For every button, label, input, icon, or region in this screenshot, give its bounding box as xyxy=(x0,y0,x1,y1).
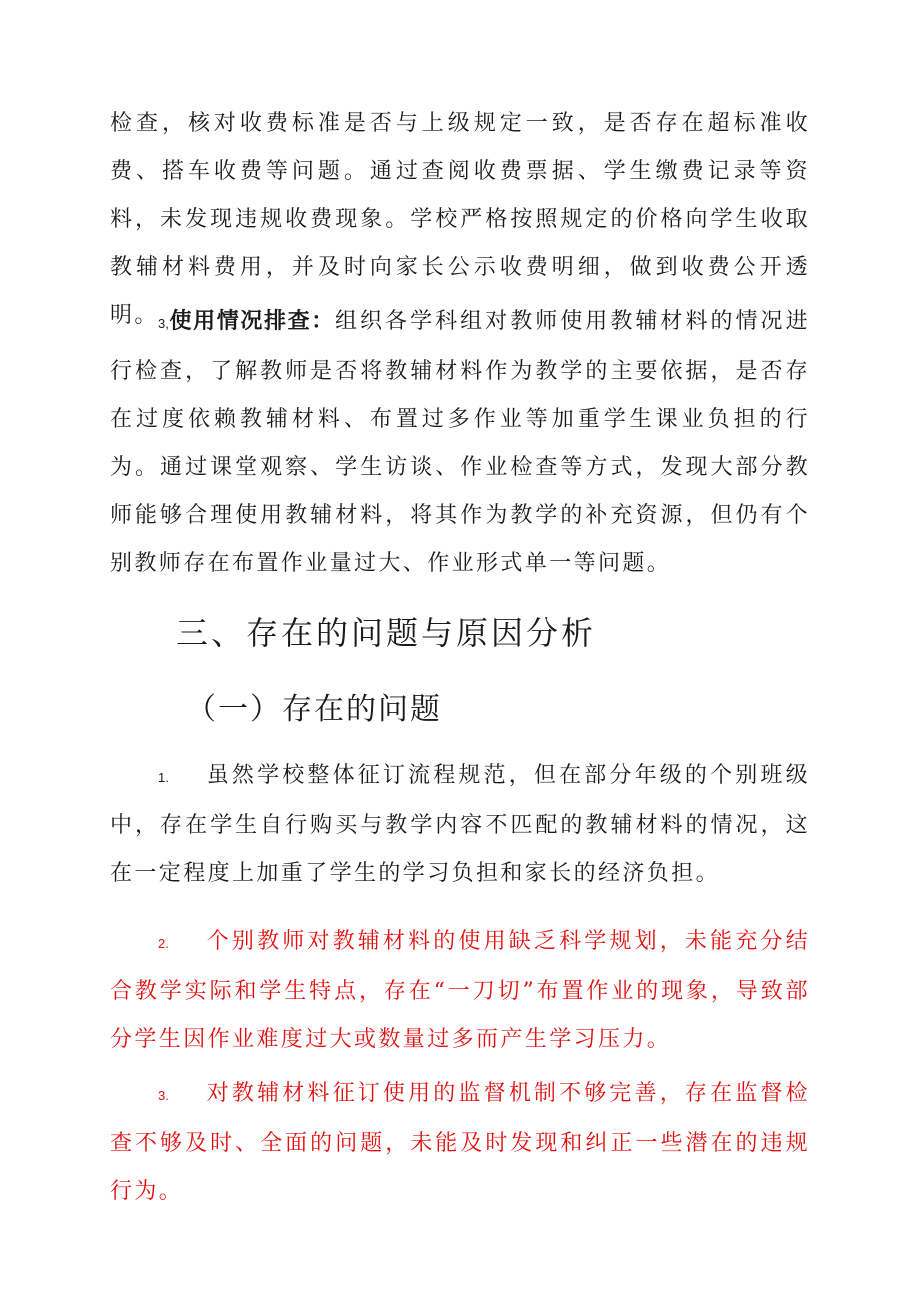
list-item xyxy=(110,918,810,1064)
paragraph-body: 组织各学科组对教师使用教辅材料的情况进行检查，了解教师是否将教辅材料作为教学的主要依据，是否存在过度依赖教辅材料、布置过多作业等加重学生课业负担的行为。通过课堂观察、学生访谈、作业检查等方式，发现大部分教师能够合理使用教辅材料，将其作为教学的补充资源，但仍有个别教师存在布置作业量过大、作业形式单一等问题。 xyxy=(110,309,810,576)
list-item-text: 虽然学校整体征订流程规范，但在部分年级的个别班级中，存在学生自行购买与教学内容不匹配的教辅材料的情况，这在一定程度上加重了学生的学习负担和家长的经济负担。 xyxy=(110,763,810,886)
section-heading: 三、存在的问题与原因分析 xyxy=(176,614,597,652)
list-item-number: 2. xyxy=(158,936,169,951)
list-item-text: 个别教师对教辅材料的使用缺乏科学规划，未能充分结合教学实际和学生特点，存在“一刀切”布置作业的现象，导致部分学生因作业难度过大或数量过多而产生学习压力。 xyxy=(110,929,810,1052)
list-item-number: 3. xyxy=(158,1088,169,1103)
list-item xyxy=(110,752,810,898)
list-item-text: 对教辅材料征订使用的监督机制不够完善，存在监督检查不够及时、全面的问题，未能及时发现和纠正一些潜在的违规行为。 xyxy=(110,1081,810,1204)
paragraph-usage-check xyxy=(110,298,810,588)
paragraph-number: 3, xyxy=(158,316,169,331)
list-item-number: 1. xyxy=(158,770,169,785)
subsection-heading: （一）存在的问题 xyxy=(186,692,442,727)
list-item xyxy=(110,1070,810,1216)
paragraph-lead: 使用情况排查： xyxy=(168,309,335,334)
paragraph-fee-check: 检查，核对收费标准是否与上级规定一致，是否存在超标准收费、搭车收费等问题。通过查阅收费票据、学生缴费记录等资料，未发现违规收费现象。学校严格按照规定的价格向学生收取教辅材料费用，并及时向家长公示收费明细，做到收费公开透明。 xyxy=(110,111,810,328)
